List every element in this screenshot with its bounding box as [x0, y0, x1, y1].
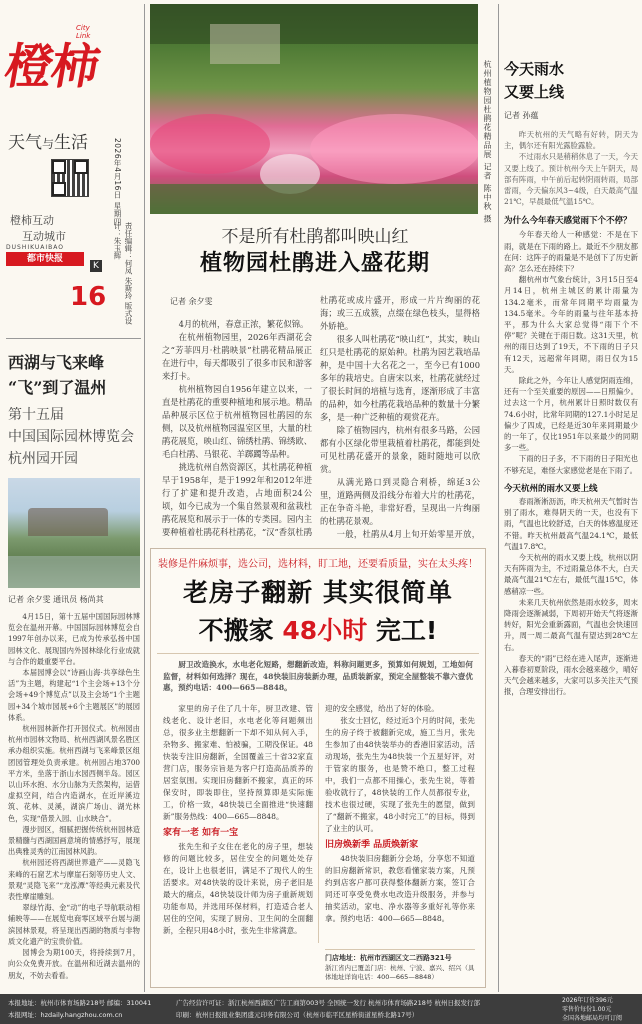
- photo-caption: 杭州植物园杜鹃花精品展 记者 陈中秋 摄: [483, 60, 492, 224]
- left-headline-1: 西湖与飞来峰: [8, 353, 105, 372]
- footer-left-2: 本报网址：hzdaily.hangzhou.com.cn: [8, 1011, 123, 1019]
- right-headline-1: 今天雨水: [504, 60, 565, 78]
- right-w-title: 今天杭州的雨水又要上线: [504, 483, 598, 494]
- brand-badge: 都市快报: [6, 252, 84, 266]
- center-col-1: 4月的杭州，春意正浓，繁花似锦。 在杭州植物园里，2026年西湖花会之“芳菲四月·杜鹃映景”杜鹃花精品展正在进行中，每天都吸引了很多市民和游客来打卡。 杭州植物园自1956年建立以来，一直是杜鹃花的重要种植地和展示地。精品品种展示区位于杭州植物园杜鹃园的东侧，以及杭州植物园温室区里，大量的杜鹃花展览，映山红、锦绣杜鹃、锦绣欧、毛白杜鹃、马银花、羊踯躅等品种。 挑选杭州自然资源区，其杜鹃花种植早于1958年，是于1992年和2012年进行了扩建和提升改造，占地面积24公顷，如今已成为一个集自然景观和盆栽杜鹃花展览和展示于一体的专类园。园内主要种植着杜鹃花科杜鹃花，“汉”香氛杜鹃: [162, 319, 312, 537]
- qr-caption-2: 互动城市: [22, 230, 66, 243]
- footer-bar: [0, 994, 642, 1024]
- right-w-body: 春雨淅淅沥沥，昨天杭州天气暂时告别了雨水，难得阴天的一天，也没有下雨，气温也比较舒适，白天的体感温度还不错。昨天杭州最高气温24.1℃，最低气温17.8℃。 今天杭州的雨水又要上线，杭州以阴天有阵雨为主，不过雨量总体不大，白天最高气温21℃左右，最低气温15℃，体感稍凉一些。 未来几天杭州依然是雨水较多，周末降雨会逐渐减弱，下周初开始天气将逐渐转好，阳光会重新露面，气温也会快速回升，周一周二最高气温有望达到28℃左右。 春天的“雨”已经在进入尾声，逐渐进入暮春初夏阶段，雨水会越来越少，晴好天气会越来越多，大家可以多关注天气预报，合理安排出行。: [504, 496, 638, 697]
- footer-left-1: 本报地址：杭州市体育场路218号 邮编：310041: [8, 999, 152, 1007]
- logo: [0, 24, 106, 114]
- center-headline-main: 植物园杜鹃进入盛花期: [199, 251, 430, 276]
- footer-right-2: 零售价每份1.00元: [562, 1006, 612, 1013]
- editor-line: 责任编辑：何凤 朱斯玲 版式设计：朱玉辉: [113, 222, 133, 325]
- ad-footer-2: 浙江省内已覆盖门店：杭州、宁波、嘉兴、绍兴（具体地址详询电话：400—665—8848）: [325, 964, 475, 981]
- ad-col-1: 家里的房子住了几十年，厨卫改建、管线老化、设计老旧，水电老化等问题频出总，很多业主想翻新一下却不知从何入手，杂物多、搬家难、怕被骗，工期没保证。48快装专注旧房翻新，全国覆盖三十省32家直营门店，服务宗旨是为客户打造高品质养的居室氛围。实现旧房翻新不搬家，真正的环保安时，即装即住，坚持预算即是实际施工，价格一致，48快装已全面推进“快速翻新”服务热线：400—665—8848。 家有一老 如有一宝 张先生和子女住在老化的房子里，想装修的问题比较多，居住安全的问题处处存在，设计上也很老旧，满足不了现代人的生活要求。对48快装的设计来说，房子老旧是最大的痛点，48快装设计师为房子重新规划功能布局，并选用环保材料，打造适合老人居住的空间，实现了厨房、卫生间的全面翻新，全程只用48小时，张先生非常满意。: [163, 704, 313, 935]
- left-headline-5: 杭州园开园: [8, 451, 78, 467]
- right-intro: 昨天杭州的天气略有好转，阴天为主，偶尔还有阳光露脸露脸。 不过雨水只是稍稍休息了一天，今天又要上线了。预计杭州今天上午阴天，局部有阵雨，中午前后起转阴雨转雨，局部雷雨，今天偏东风3~4级，白天最高气温21℃，早晨最低气温15℃。: [504, 130, 638, 207]
- left-byline: 记者 余夕雯 通讯员 杨尚其: [8, 595, 104, 604]
- azalea-photo: [150, 4, 478, 214]
- k-icon: K: [90, 260, 102, 272]
- qr-code[interactable]: [52, 160, 88, 196]
- masthead: [0, 0, 133, 330]
- ad-sub-2: 旧房焕新季 品质焕新家: [325, 840, 419, 850]
- ad-intro: 厨卫改造换水，水电老化短路，想翻新改造，料称问题更多，预算如何规划，工地如何监督，材料如何选择？现在，48快装旧房装新办理，品质装新家，预定全屋整装不靠六壹优惠，预约电话：400—665—8848。: [163, 660, 473, 692]
- left-story: [8, 340, 140, 981]
- qr-small-caption: DUSHIKUAIBAO: [6, 244, 64, 251]
- right-column: [504, 4, 638, 990]
- ad-footer-1: 门店地址：杭州市西湖区文二西路321号: [325, 954, 452, 962]
- ad-sub-1: 家有一老 如有一宝: [163, 828, 239, 838]
- left-headline-4: 中国国际园林博览会: [8, 429, 134, 445]
- left-headline-2: “飞”到了温州: [8, 378, 107, 397]
- right-q-body: 今年春天给人一种感觉：不是在下雨，就是在下雨的路上。最近不少朋友都在问：这阵子的雨量是不是创下了历史新高？怎么还在持续下？ 翻杭州市气象台统计，3月15日至4月14日，杭州主城区的累计雨量为134.2毫米，而常年同期平均雨量为134.5毫米。今年的雨量与往年基本持平，那为什么大家总觉得“雨下个不停”呢？关键在于雨日数。这31天里，杭州的雨日达到了19天，不下雨的日子只有12天，远超常年同期，雨日仅为15天。 除此之外，今年让人感觉阴雨连绵，还有一个至关重要的原因——日照偏少。过去这一个月，杭州累计日照时数仅有74.6小时，比常年同期的127.1小时足足偏少了四成，已经是近30年来同期最少的一年了，仅比1951年以来最少的同期多一些。 下雨的日子多，不下雨的日子阳光也不够充足，难怪大家感觉老是在下雨了。: [504, 230, 638, 475]
- center-headline-top: 不是所有杜鹃都叫映山红: [221, 227, 409, 247]
- footer-right-1: 2026年订价396元: [562, 997, 613, 1004]
- logo-text: 橙柿: [0, 39, 103, 95]
- footer-right-3: 全国各地邮局均可订阅: [562, 1015, 623, 1022]
- date-line: 2026年4月16日 星期四: [113, 138, 122, 226]
- ad-title-2: 不搬家 48小时 完工!: [198, 616, 438, 645]
- footer-mid-1: 广告经营许可证：浙江杭州西湖区广告工商第003号 全国统一发行 杭州市体育场路218号 杭州日报发行部: [176, 999, 481, 1007]
- ad-title-1: 老房子翻新 其实很简单: [183, 578, 453, 607]
- left-headline-3: 第十五届: [8, 407, 64, 423]
- ad-col-2: 迎的安全感觉，给出了好的体验。 张女士回忆，经过近3个月的时间，张先生的房子终于被翻新完成，施工当月，张先生参加了由48快装举办的香港旧家活动，活动现场，张先生为48快装一个五星好评，对于管家的服务，也是赞不绝口，整工过程中，我们一点都不用操心，张先生说，等着验收就行了，48快装的工作人员都很专业，技术也很过硬，实现了张先生的愿望，做到了“翻新不搬家，48小时完工”的目标，得到了业主的认可。 旧房焕新季 品质焕新家 48快装旧房翻新分会场，分享您不知道的旧房翻新常识，教您看懂家装方案，凡预约到店客户都可获得整体翻新方案，签订合同还可享受免费水电改造升级服务，并参与抽奖活动，家电、净水器等多重好礼等你来拿。预约电话：400—665—8848。: [325, 704, 475, 923]
- advertisement: [150, 548, 486, 988]
- center-byline: 记者 余夕雯: [170, 297, 213, 306]
- qr-caption-1: 橙柿互动: [10, 214, 54, 227]
- logo-english: City Link: [76, 24, 91, 40]
- ad-top-line: 装修是件麻烦事，选公司，选材料，盯工地，还要看质量，实在太头疼！: [158, 559, 478, 570]
- left-body: 4月15日，第十五届中国国际园林博览会在温州开幕。中国国际园林博览会自1997年创办以来，已成为传承弘扬中国园林文化、展现国内外园林绿化行业成就与合作的最重要平台。 本届园博会以“诗画山海·共享绿色生活”为主题，构建起“1个主会场+13个分会场+49个博览点”以及主会场“1个主题园+34个城市园展+6个主题展区”的展园体系。 杭州园林新作打开园仪式。杭州园由杭州市园林文物局、杭州西湖风景名胜区承办组织实施。杭州西湖与飞来峰景区组团园管理处负责承建。杭州园占地3700平方米，坐落于浙山水园西侧半岛。园区以山环水抱、水分山脉为天然架构，运借虚拟空间，结合内造湖水，在近岸溪边筑、花林、灵溪，湖滨广场山、湖光林色，实现“借景入园、山水映合”。 漫步园区，细腻把握传统杭州园林造景精髓与西湖国画意境的情感抒写，展现出典雅灵秀的江南园林风韵。 杭州园还将西湖世界遗产——灵隐飞来峰的石窟艺术与摩崖石刻等历史人文、景观“灵隐飞来”“龙泓潭”等经典元素及代表性摩崖雕刻。 翠绿竹海、金“动”的电子导航联动相辅映等——在展览电商零区域平台展与湖滨园林景观，将呈现出西湖的物质与非物质文化遗产的宝贵价值。 园博会为期100天，将持续到7月，向公众免费开放。在温州和近湖去温州的朋友，不妨去看看。: [8, 612, 140, 980]
- center-col-2: 杜鹃花或成片盛开，形成一片片绚丽的花海；或三五成簇，点缀在绿色枝头，显得格外娇艳。 很多人叫杜鹃花“映山红”，其实，映山红只是杜鹃花的原始种。杜鹃为园艺栽培品种，是中国十大名花之一，至今已有1000多年的栽培史。自唐宋以来，杜鹃花就经过了很长时间的培植与选育，逐渐形成了丰富的品种，如今杜鹃花栽培品种的数量十分繁多，是一种广泛种植的观赏花卉。 除了植物园内，杭州有很多马路，公园都有小区绿化带里栽植着杜鹃花，都能到处可见杜鹃花盛开的景象，随时随地可以欣赏。 从满光路口到灵隐合利桥，绵延3公里，道路两侧及沿线分布着大片的杜鹃花，正在争奇斗艳，非常好看，呈现出一片绚丽的杜鹃花景观。 一般，杜鹃从4月上旬开始零星开放，: [320, 295, 480, 539]
- left-photo: [8, 478, 140, 588]
- right-byline: 记者 孙蕴: [504, 111, 539, 120]
- page-number: 16: [70, 282, 107, 312]
- masthead-subtitle: 天气与生活: [8, 133, 89, 153]
- right-q-title: 为什么今年春天感觉雨下个不停？: [504, 216, 632, 227]
- right-headline-2: 又要上线: [504, 83, 565, 101]
- footer-mid-2: 印刷：杭州日报报业集团盛元印务有限公司（杭州市临平区星桥街道星桥北路17号）: [176, 1011, 419, 1019]
